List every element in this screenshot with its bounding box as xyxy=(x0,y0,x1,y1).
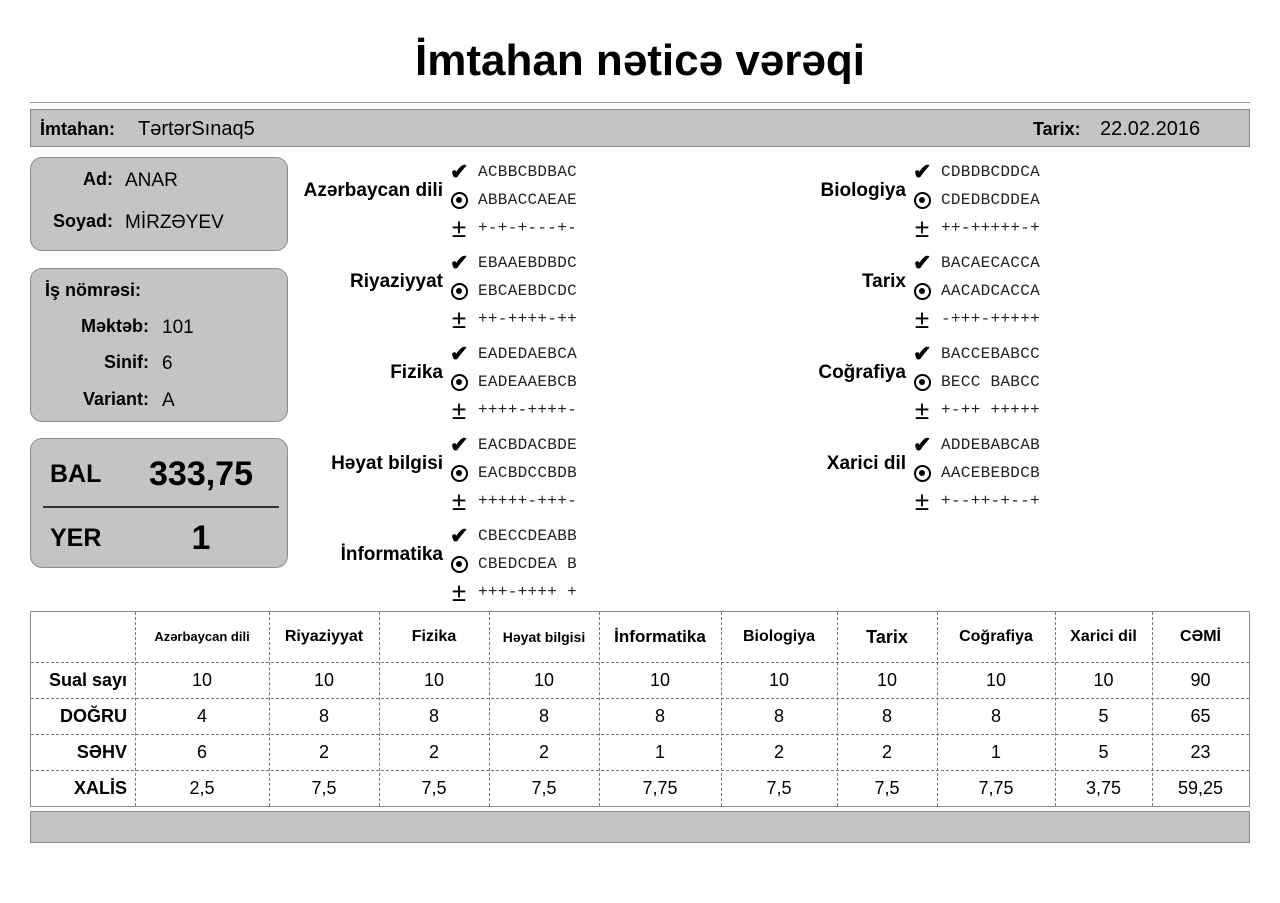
student-answers: CBEDCDEA B xyxy=(478,555,578,573)
table-cell: 10 xyxy=(985,669,1007,690)
class-value: 6 xyxy=(162,353,173,374)
student-answers: EADEAAEBCB xyxy=(478,373,578,391)
table-cell: 1 xyxy=(654,741,665,762)
check-icon: ✔ xyxy=(913,159,932,184)
column-header: Xarici dil xyxy=(1070,627,1137,645)
first-name-label: Ad: xyxy=(83,169,113,189)
table-cell: 8 xyxy=(538,705,549,726)
radio-icon xyxy=(914,465,931,482)
plus-minus-icon: ± xyxy=(914,486,930,516)
answer-marks: -+++-+++++ xyxy=(941,310,1041,328)
exam-date: 22.02.2016 xyxy=(1100,118,1201,140)
table-cell: 6 xyxy=(196,741,207,762)
subject-block xyxy=(250,250,610,334)
subject-block xyxy=(713,159,1073,243)
row-header: SƏHV xyxy=(76,741,127,762)
answer-marks: +--++-+--+ xyxy=(941,492,1041,510)
yer-value: 1 xyxy=(191,519,211,557)
table-cell: 2 xyxy=(881,741,892,762)
table-cell: 2 xyxy=(428,741,439,762)
results-table xyxy=(30,611,1250,807)
student-answers: AACEBEBDCB xyxy=(941,464,1041,482)
plus-minus-icon: ± xyxy=(914,304,930,334)
table-cell: 3,75 xyxy=(1085,777,1122,798)
radio-icon xyxy=(914,192,931,209)
variant-value: A xyxy=(162,390,175,411)
answer-marks: +++++-+++- xyxy=(478,492,578,510)
exam-name: TərtərSınaq5 xyxy=(138,118,255,140)
answer-marks: ++-+++++-+ xyxy=(941,219,1041,237)
table-cell: 10 xyxy=(768,669,790,690)
correct-key: CDBDBCDDCA xyxy=(941,163,1041,181)
correct-key: BACAECACCA xyxy=(941,254,1041,272)
check-icon: ✔ xyxy=(913,341,932,366)
radio-icon xyxy=(451,465,468,482)
score-divider xyxy=(43,506,279,508)
student-answers: AACADCACCA xyxy=(941,282,1041,300)
answer-marks: ++-++++-++ xyxy=(478,310,578,328)
check-icon: ✔ xyxy=(450,341,469,366)
correct-key: BACCEBABCC xyxy=(941,345,1041,363)
table-cell: 7,5 xyxy=(421,777,447,798)
student-answers: ABBACCAEAE xyxy=(478,191,578,209)
column-header: CƏMİ xyxy=(1180,627,1221,645)
variant-label: Variant: xyxy=(82,389,149,409)
table-cell: 10 xyxy=(313,669,335,690)
exam-header-bar xyxy=(30,109,1250,147)
check-icon: ✔ xyxy=(450,432,469,457)
row-header: XALİS xyxy=(73,777,127,798)
column-header: Həyat bilgisi xyxy=(502,628,586,645)
table-cell: 10 xyxy=(876,669,898,690)
table-cell: 8 xyxy=(318,705,329,726)
table-cell: 90 xyxy=(1190,669,1211,690)
subject-name: Biologiya xyxy=(820,180,906,201)
subject-block xyxy=(250,523,610,607)
check-icon: ✔ xyxy=(913,432,932,457)
class-label: Sinif: xyxy=(104,352,149,372)
last-name: MİRZƏYEV xyxy=(125,212,224,233)
column-header: Tarix xyxy=(866,626,908,647)
table-cell: 2 xyxy=(318,741,329,762)
subject-name: Azərbaycan dili xyxy=(303,180,443,201)
table-cell: 10 xyxy=(191,669,213,690)
plus-minus-icon: ± xyxy=(451,304,467,334)
radio-icon xyxy=(914,283,931,300)
date-label: Tarix: xyxy=(1033,119,1081,139)
plus-minus-icon: ± xyxy=(914,213,930,243)
table-cell: 7,5 xyxy=(311,777,337,798)
table-cell: 10 xyxy=(649,669,671,690)
student-answers: EBCAEBDCDC xyxy=(478,282,578,300)
correct-key: ACBBCBDBAC xyxy=(478,163,578,181)
table-cell: 8 xyxy=(654,705,665,726)
table-cell: 10 xyxy=(533,669,555,690)
table-cell: 59,25 xyxy=(1177,777,1224,798)
title-divider xyxy=(30,102,1250,103)
radio-icon xyxy=(451,556,468,573)
table-cell: 5 xyxy=(1098,705,1109,726)
subject-block xyxy=(713,341,1073,425)
column-header: Azərbaycan dili xyxy=(154,628,250,644)
subject-block xyxy=(250,159,610,243)
answer-marks: +-+-+---+- xyxy=(478,219,578,237)
row-header: DOĞRU xyxy=(60,705,127,726)
column-header: Riyaziyyat xyxy=(284,627,364,645)
subject-block xyxy=(713,250,1073,334)
correct-key: CBECCDEABB xyxy=(478,527,578,545)
student-answers: EACBDCCBDB xyxy=(478,464,578,482)
table-cell: 8 xyxy=(881,705,892,726)
subject-block xyxy=(713,432,1073,516)
table-cell: 2,5 xyxy=(189,777,215,798)
table-cell: 4 xyxy=(196,705,207,726)
table-cell: 7,5 xyxy=(874,777,900,798)
column-header: Coğrafiya xyxy=(959,627,1033,645)
column-header: Fizika xyxy=(411,627,457,645)
table-cell: 2 xyxy=(538,741,549,762)
work-number-label: İş nömrəsi: xyxy=(45,280,142,300)
answer-marks: +++-++++ + xyxy=(478,583,578,601)
last-name-label: Soyad: xyxy=(52,211,113,231)
subject-name: Coğrafiya xyxy=(818,362,906,383)
check-icon: ✔ xyxy=(450,523,469,548)
subject-name: Fizika xyxy=(390,362,443,383)
table-cell: 10 xyxy=(1093,669,1114,690)
student-answers: CDEDBCDDEA xyxy=(941,191,1041,209)
check-icon: ✔ xyxy=(450,159,469,184)
plus-minus-icon: ± xyxy=(914,395,930,425)
subject-name: Riyaziyyat xyxy=(350,271,443,292)
plus-minus-icon: ± xyxy=(451,395,467,425)
subject-name: Tarix xyxy=(861,271,906,292)
page-title: İmtahan nəticə vərəqi xyxy=(415,36,865,85)
school-value: 101 xyxy=(162,317,194,338)
school-label: Məktəb: xyxy=(80,316,149,336)
plus-minus-icon: ± xyxy=(451,213,467,243)
table-cell: 8 xyxy=(428,705,439,726)
answer-marks: +-++ +++++ xyxy=(941,401,1041,419)
correct-key: ADDEBABCAB xyxy=(941,436,1041,454)
column-header: İnformatika xyxy=(614,627,706,647)
correct-key: EADEDAEBCA xyxy=(478,345,578,363)
table-cell: 10 xyxy=(423,669,445,690)
radio-icon xyxy=(451,283,468,300)
correct-key: EACBDACBDE xyxy=(478,436,578,454)
radio-icon xyxy=(451,374,468,391)
footer-bar xyxy=(30,811,1250,843)
table-cell: 7,5 xyxy=(766,777,792,798)
column-header: Biologiya xyxy=(742,627,815,645)
check-icon: ✔ xyxy=(450,250,469,275)
radio-icon xyxy=(914,374,931,391)
table-cell: 7,5 xyxy=(531,777,557,798)
table-cell: 7,75 xyxy=(978,777,1014,798)
table-cell: 1 xyxy=(990,741,1001,762)
table-cell: 5 xyxy=(1098,741,1109,762)
table-cell: 7,75 xyxy=(642,777,678,798)
yer-label: YER xyxy=(50,524,102,552)
check-icon: ✔ xyxy=(913,250,932,275)
subject-name: İnformatika xyxy=(340,544,443,565)
exam-label: İmtahan: xyxy=(40,119,116,139)
subject-name: Həyat bilgisi xyxy=(331,453,443,474)
answer-marks: ++++-++++- xyxy=(478,401,578,419)
subject-name: Xarici dil xyxy=(826,453,906,474)
table-cell: 2 xyxy=(773,741,784,762)
table-cell: 8 xyxy=(773,705,784,726)
subject-block xyxy=(250,432,610,516)
table-cell: 8 xyxy=(990,705,1001,726)
plus-minus-icon: ± xyxy=(451,486,467,516)
radio-icon xyxy=(451,192,468,209)
bal-value: 333,75 xyxy=(149,455,253,493)
student-answers: BECC BABCC xyxy=(941,373,1041,391)
first-name: ANAR xyxy=(125,170,178,191)
bal-label: BAL xyxy=(50,460,102,488)
subject-block xyxy=(250,341,610,425)
table-cell: 23 xyxy=(1190,741,1211,762)
table-cell: 65 xyxy=(1190,705,1211,726)
row-header: Sual sayı xyxy=(48,669,127,690)
correct-key: EBAAEBDBDC xyxy=(478,254,578,272)
plus-minus-icon: ± xyxy=(451,577,467,607)
